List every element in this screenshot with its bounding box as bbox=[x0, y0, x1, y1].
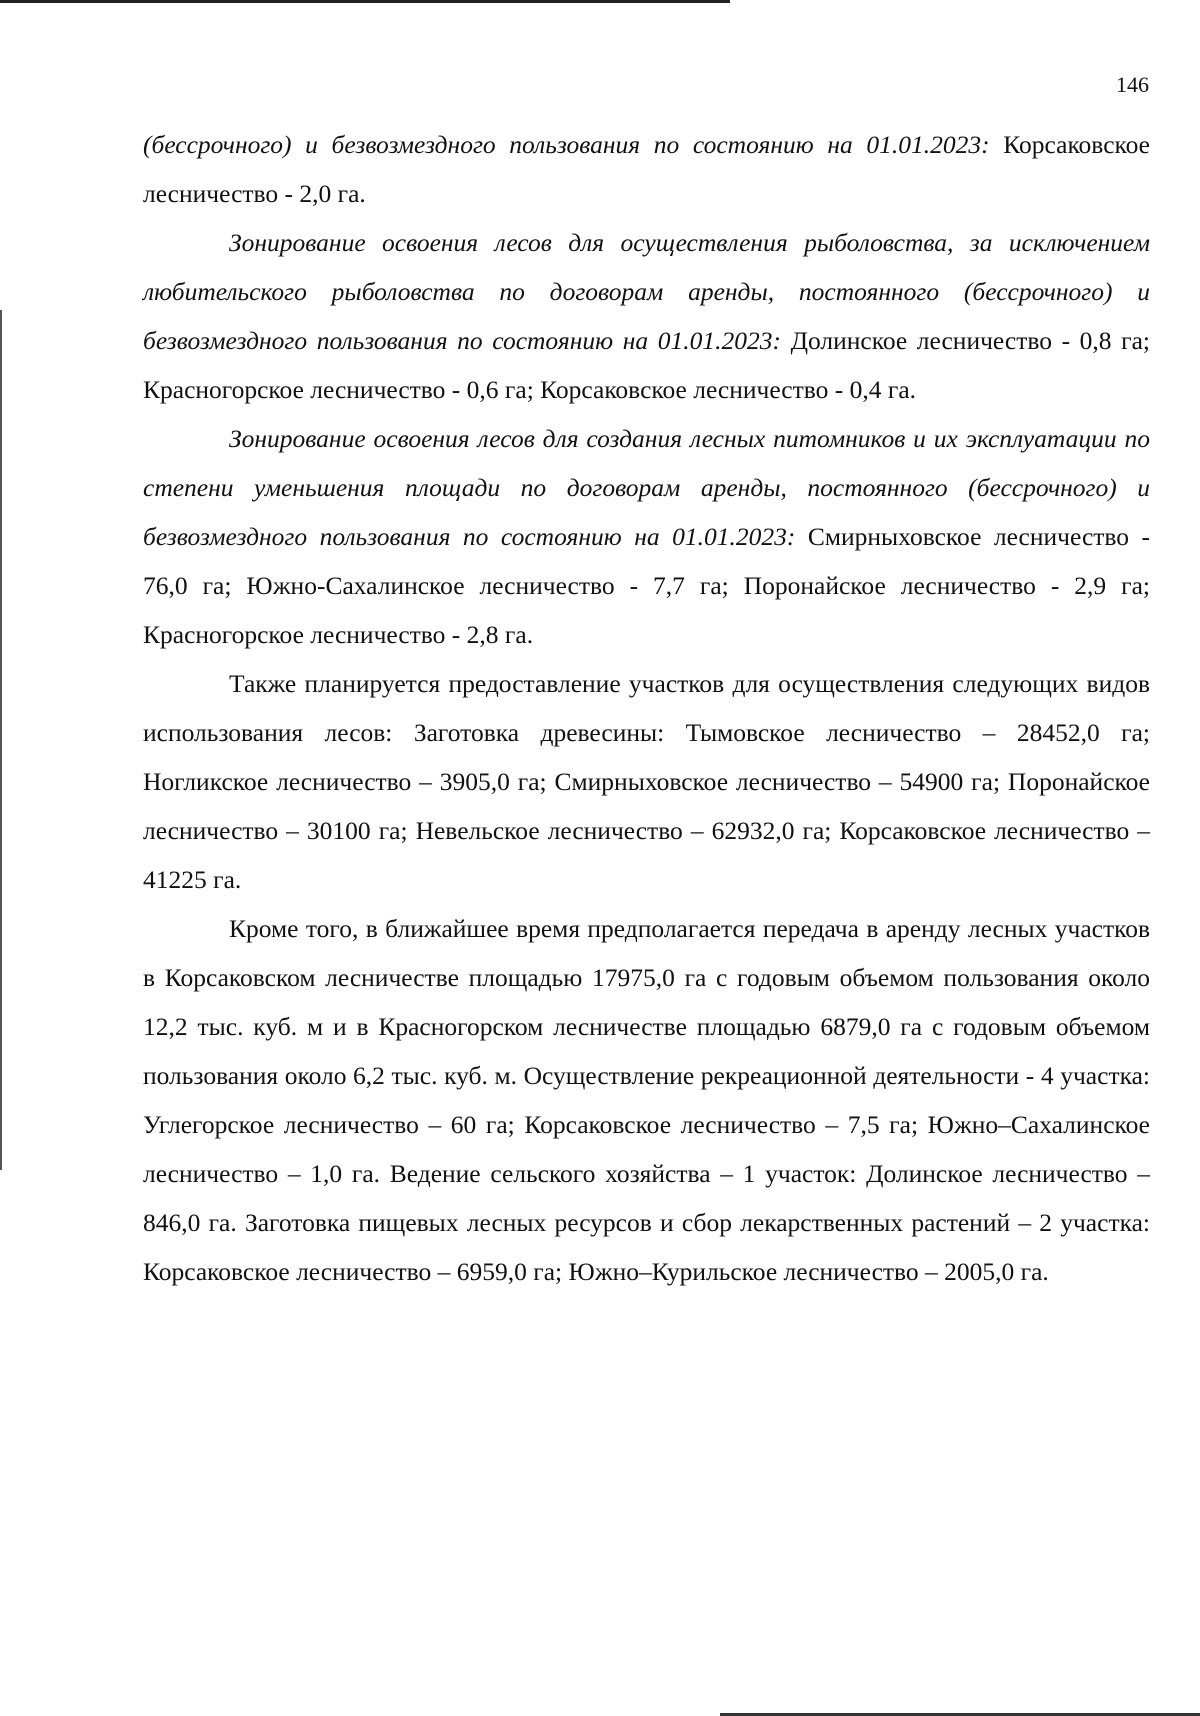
paragraph-3-text: Смирныховское лесничество - 76,0 га; Южно-Сахалинское лесничество - 7,7 га; Поронайское лесничество - 2,9 га; Красногорское лесничество - 2,8 га. bbox=[143, 522, 1151, 649]
paragraph-1-italic: (бессрочного) и безвозмездного пользования по состоянию на 01.01.2023: bbox=[143, 130, 990, 159]
page-body bbox=[143, 120, 1150, 1296]
paragraph-2 bbox=[143, 218, 1150, 414]
scan-edge-top bbox=[0, 0, 730, 3]
scan-edge-left bbox=[0, 310, 2, 1170]
paragraph-3-italic: Зонирование освоения лесов для создания лесных питомников и их эксплуатации по степени уменьшения площади по договорам аренды, постоянного (бессрочного) и безвозмездного пользования по состоянию на 01.01.2023: bbox=[143, 424, 1150, 551]
paragraph-4-text: Также планируется предоставление участков для осуществления следующих видов использования лесов: Заготовка древесины: Тымовское лесничество – 28452,0 га; Ногликское лесничество – 3905,0 га; Смирныховское лесничество – 54900 га; Поронайское лесничество – 30100 га; Невельское лесничество – 62932,0 га; Корсаковское лесничество – 41225 га. bbox=[143, 669, 1150, 894]
paragraph-1-text: Корсаковское лесничество - 2,0 га. bbox=[143, 130, 1150, 208]
paragraph-2-italic: Зонирование освоения лесов для осуществления рыболовства, за исключением любительского рыболовства по договорам аренды, постоянного (бессрочного) и безвозмездного пользования по состоянию на 01.01.2023: bbox=[143, 228, 1150, 355]
paragraph-2-text: Долинское лесничество - 0,8 га; Красногорское лесничество - 0,6 га; Корсаковское лесничество - 0,4 га. bbox=[143, 326, 1151, 404]
paragraph-1 bbox=[143, 120, 1150, 218]
page-number: 146 bbox=[1116, 72, 1149, 97]
paragraph-5 bbox=[143, 904, 1150, 1296]
paragraph-4 bbox=[143, 659, 1150, 904]
paragraph-5-text: Кроме того, в ближайшее время предполагается передача в аренду лесных участков в Корсаковском лесничестве площадью 17975,0 га с годовым объемом пользования около 12,2 тыс. куб. м и в Красногорском лесничестве площадью 6879,0 га с годовым объемом пользования около 6,2 тыс. куб. м. Осуществление рекреационной деятельности - 4 участка: Углегорское лесничество – 60 га; Корсаковское лесничество – 7,5 га; Южно–Сахалинское лесничество – 1,0 га. Ведение сельского хозяйства – 1 участок: Долинское лесничество – 846,0 га. Заготовка пищевых лесных ресурсов и сбор лекарственных растений – 2 участка: Корсаковское лесничество – 6959,0 га; Южно–Курильское лесничество – 2005,0 га. bbox=[143, 914, 1150, 1286]
paragraph-3 bbox=[143, 414, 1150, 659]
